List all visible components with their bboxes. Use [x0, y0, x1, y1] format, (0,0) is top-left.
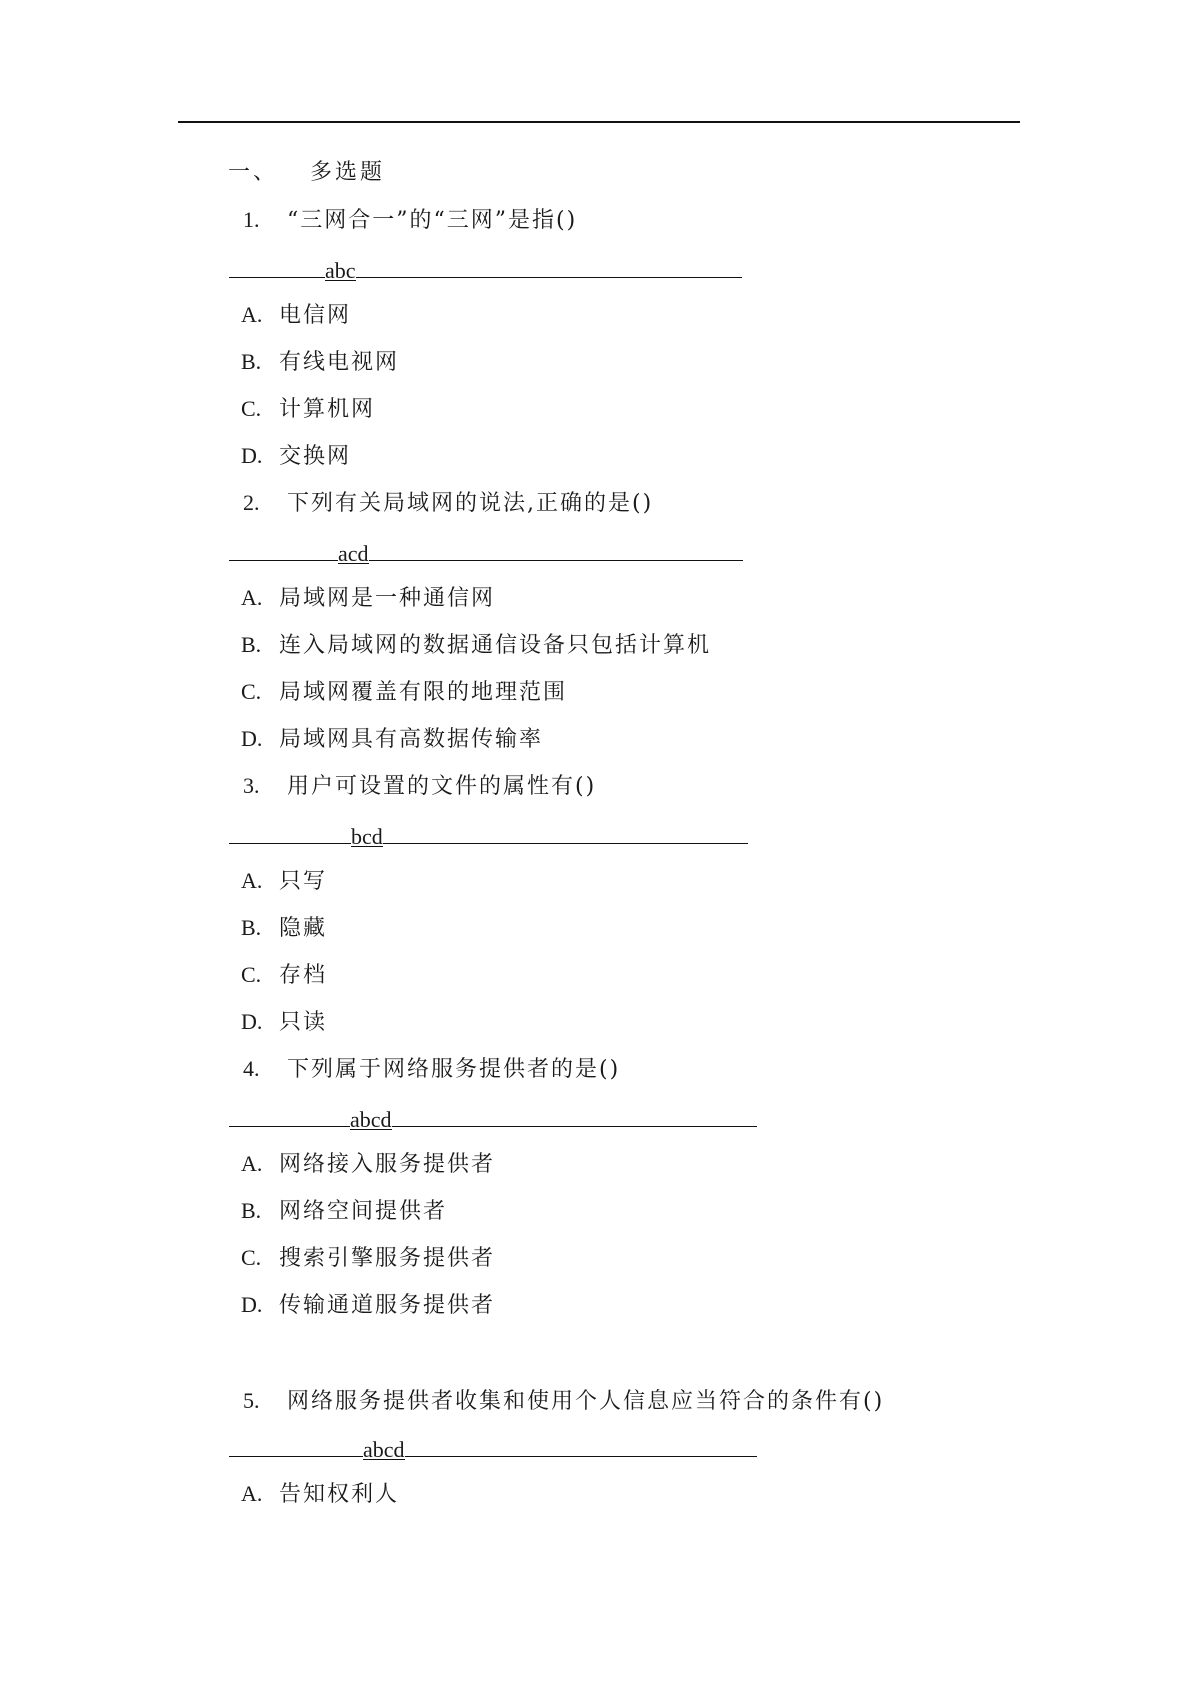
option-1c	[241, 394, 375, 425]
option-4c	[241, 1243, 495, 1274]
option-text: 交换网	[279, 444, 352, 469]
question-number: 1.	[243, 207, 260, 232]
option-3b	[241, 913, 327, 944]
option-letter: B.	[241, 349, 262, 374]
section-title: 多选题	[310, 160, 386, 185]
option-letter: D.	[241, 443, 263, 468]
answer-blank-left	[229, 536, 338, 561]
answer-text: abcd	[350, 1107, 392, 1132]
answer-text: abc	[325, 258, 356, 283]
answer-line-1	[229, 253, 742, 286]
option-text: 局域网覆盖有限的地理范围	[279, 680, 568, 705]
option-text: 局域网是一种通信网	[279, 586, 496, 611]
question-3	[243, 771, 596, 802]
answer-text: abcd	[363, 1437, 405, 1462]
option-2c	[241, 677, 567, 708]
question-text: 用户可设置的文件的属性有()	[287, 774, 597, 799]
question-2	[243, 488, 653, 519]
option-letter: A.	[241, 868, 263, 893]
option-4d	[241, 1290, 495, 1321]
answer-blank-left	[229, 1102, 350, 1127]
option-letter: B.	[241, 1198, 262, 1223]
option-2b	[241, 630, 711, 661]
option-1b	[241, 347, 399, 378]
option-text: 局域网具有高数据传输率	[279, 727, 544, 752]
answer-blank-right	[383, 819, 748, 844]
section-heading	[228, 158, 385, 188]
option-letter: C.	[241, 1245, 262, 1270]
option-letter: A.	[241, 1151, 263, 1176]
option-letter: B.	[241, 632, 262, 657]
answer-line-4	[229, 1102, 757, 1135]
header-rule	[178, 121, 1020, 123]
question-text: 网络服务提供者收集和使用个人信息应当符合的条件有()	[287, 1389, 885, 1414]
option-text: 传输通道服务提供者	[279, 1293, 496, 1318]
question-5	[243, 1386, 884, 1417]
option-text: 网络空间提供者	[279, 1199, 448, 1224]
option-3d	[241, 1007, 327, 1038]
option-text: 有线电视网	[279, 350, 400, 375]
option-4a	[241, 1149, 495, 1180]
question-number: 3.	[243, 773, 260, 798]
section-number: 一、	[228, 160, 279, 185]
option-letter: B.	[241, 915, 262, 940]
option-text: 连入局域网的数据通信设备只包括计算机	[279, 633, 712, 658]
option-letter: A.	[241, 302, 263, 327]
option-text: 只写	[279, 869, 328, 894]
question-text: 下列有关局域网的说法,正确的是()	[287, 491, 654, 516]
answer-blank-left	[229, 253, 325, 278]
question-text: 下列属于网络服务提供者的是()	[287, 1057, 621, 1082]
answer-blank-right	[392, 1102, 757, 1127]
option-letter: C.	[241, 962, 262, 987]
question-text: “三网合一”的“三网”是指()	[287, 208, 578, 233]
question-number: 4.	[243, 1056, 260, 1081]
answer-blank-right	[405, 1432, 757, 1457]
answer-line-2	[229, 536, 743, 569]
answer-blank-right	[356, 253, 742, 278]
option-letter: D.	[241, 726, 263, 751]
option-letter: A.	[241, 1481, 263, 1506]
answer-blank-left	[229, 819, 351, 844]
option-5a	[241, 1479, 399, 1510]
question-1	[243, 205, 577, 236]
option-text: 电信网	[279, 303, 352, 328]
answer-line-5	[229, 1432, 757, 1465]
option-letter: D.	[241, 1009, 263, 1034]
option-2a	[241, 583, 495, 614]
question-number: 5.	[243, 1388, 260, 1413]
option-1d	[241, 441, 351, 472]
option-text: 搜索引擎服务提供者	[279, 1246, 496, 1271]
option-1a	[241, 300, 351, 331]
option-letter: C.	[241, 679, 262, 704]
option-letter: A.	[241, 585, 263, 610]
question-4	[243, 1054, 620, 1085]
option-text: 只读	[279, 1010, 328, 1035]
option-text: 告知权利人	[279, 1482, 400, 1507]
answer-text: acd	[338, 541, 369, 566]
option-letter: D.	[241, 1292, 263, 1317]
answer-blank-right	[369, 536, 743, 561]
option-text: 存档	[279, 963, 328, 988]
option-letter: C.	[241, 396, 262, 421]
option-2d	[241, 724, 543, 755]
answer-text: bcd	[351, 824, 383, 849]
option-3a	[241, 866, 327, 897]
question-number: 2.	[243, 490, 260, 515]
answer-line-3	[229, 819, 748, 852]
option-text: 网络接入服务提供者	[279, 1152, 496, 1177]
option-3c	[241, 960, 327, 991]
answer-blank-left	[229, 1432, 363, 1457]
option-text: 计算机网	[279, 397, 376, 422]
option-text: 隐藏	[279, 916, 328, 941]
option-4b	[241, 1196, 447, 1227]
